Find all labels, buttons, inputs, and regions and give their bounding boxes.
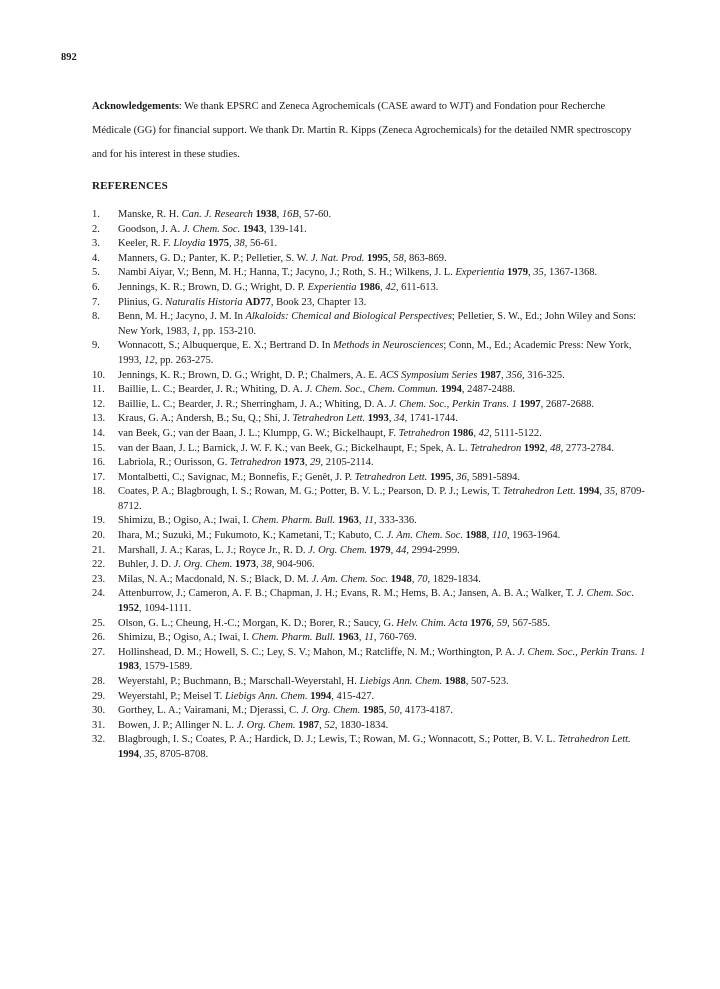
reference-text: Wonnacott, S.; Albuquerque, E. X.; Bertrand D. In Methods in Neurosciences; Conn, M., Ed.; Academic Press: New York, 1993, 12, pp. 263-275. (118, 340, 632, 366)
reference-number: 22. (92, 559, 106, 571)
reference-item (92, 719, 652, 734)
reference-number: 31. (92, 719, 106, 731)
reference-text: Benn, M. H.; Jacyno, J. M. In Alkaloids: Chemical and Biological Perspectives; Pelletier, S. W., Ed.; John Wiley and Sons: New York, 1983, 1, pp. 153-210. (118, 311, 637, 337)
page-number: 892 (61, 52, 77, 63)
reference-item (92, 412, 652, 427)
reference-number: 26. (92, 632, 106, 644)
reference-text: Keeler, R. F. Lloydia 1975, 38, 56-61. (118, 238, 278, 250)
reference-item (92, 266, 652, 281)
reference-number: 4. (92, 252, 100, 264)
reference-text: Shimizu, B.; Ogiso, A.; Iwai, I. Chem. Pharm. Bull. 1963, 11, 760-769. (118, 632, 417, 644)
reference-text: Baillie, L. C.; Bearder, J. R.; Sherringham, J. A.; Whiting, D. A. J. Chem. Soc., Perkin Trans. 1 1997, 2687-2688. (118, 398, 594, 410)
acknowledgements-text: : We thank EPSRC and Zeneca Agrochemicals (CASE award to WJT) and Fondation pour Recherche Médicale (GG) for financial support. We thank Dr. Martin R. Kipps (Zeneca Agrochemicals) for the detailed NMR spectroscopy and for his interest in these studies. (92, 101, 632, 160)
reference-number: 1. (92, 209, 100, 220)
reference-item (92, 587, 652, 616)
reference-item (92, 485, 652, 514)
reference-number: 24. (92, 588, 106, 600)
reference-text: Bowen, J. P.; Allinger N. L. J. Org. Chem. 1987, 52, 1830-1834. (118, 719, 389, 731)
reference-item (92, 442, 652, 457)
reference-number: 6. (92, 281, 100, 293)
reference-text: Blagbrough, I. S.; Coates, P. A.; Hardick, D. J.; Lewis, T.; Rowan, M. G.; Wonnacott, S.; Potter, B. V. L. Tetrahedron Lett. 1994, 35, 8705-8708. (118, 734, 631, 760)
reference-item (92, 733, 652, 762)
reference-text: Plinius, G. Naturalis Historia AD77, Book 23, Chapter 13. (118, 296, 367, 308)
reference-item (92, 558, 652, 573)
reference-number: 25. (92, 617, 106, 629)
reference-number: 7. (92, 296, 100, 308)
reference-item (92, 675, 652, 690)
reference-number: 28. (92, 676, 106, 687)
reference-text: Kraus, G. A.; Andersh, B.; Su, Q.; Shi, J. Tetrahedron Lett. 1993, 34, 1741-1744. (118, 413, 458, 425)
reference-item (92, 252, 652, 267)
reference-number: 14. (92, 427, 106, 439)
reference-number: 2. (92, 223, 100, 235)
reference-text: Montalbetti, C.; Savignac, M.; Bonnefis, F.; Genêt, J. P. Tetrahedron Lett. 1995, 36, 5891-5894. (118, 471, 521, 483)
reference-item (92, 339, 652, 368)
reference-number: 19. (92, 515, 106, 527)
reference-number: 16. (92, 457, 106, 469)
reference-number: 9. (92, 340, 100, 352)
reference-text: Ihara, M.; Suzuki, M.; Fukumoto, K.; Kametani, T.; Kabuto, C. J. Am. Chem. Soc. 1988, 110, 1963-1964. (118, 530, 561, 542)
reference-number: 20. (92, 530, 106, 542)
reference-item (92, 631, 652, 646)
reference-number: 5. (92, 267, 100, 279)
reference-text: Milas, N. A.; Macdonald, N. S.; Black, D. M. J. Am. Chem. Soc. 1948, 70, 1829-1834. (118, 573, 481, 585)
reference-number: 12. (92, 398, 106, 410)
reference-text: Marshall, J. A.; Karas, L. J.; Royce Jr., R. D. J. Org. Chem. 1979, 44, 2994-2999. (118, 544, 460, 556)
reference-text: Shimizu, B.; Ogiso, A.; Iwai, I. Chem. Pharm. Bull. 1963, 11, 333-336. (118, 515, 417, 527)
references-list (92, 208, 652, 763)
reference-text: Gorthey, L. A.; Vairamani, M.; Djerassi, C. J. Org. Chem. 1985, 50, 4173-4187. (118, 705, 453, 717)
reference-text: van Beek, G.; van der Baan, J. L.; Klumpp, G. W.; Bickelhaupt, F. Tetrahedron 1986, 42, 5111-5122. (118, 427, 542, 439)
reference-number: 23. (92, 573, 106, 585)
reference-item (92, 383, 652, 398)
reference-item (92, 514, 652, 529)
reference-number: 27. (92, 646, 106, 658)
reference-item (92, 296, 652, 311)
reference-number: 29. (92, 690, 106, 702)
reference-text: Hollinshead, D. M.; Howell, S. C.; Ley, S. V.; Mahon, M.; Ratcliffe, N. M.; Worthington, P. A. J. Chem. Soc., Perkin Trans. 1 1983, 1579-1589. (118, 646, 646, 673)
reference-number: 30. (92, 705, 106, 717)
reference-text: Weyerstahl, P.; Meisel T. Liebigs Ann. Chem. 1994, 415-427. (118, 690, 375, 702)
reference-item (92, 310, 652, 339)
reference-item (92, 471, 652, 486)
reference-text: Olson, G. L.; Cheung, H.-C.; Morgan, K. D.; Borer, R.; Saucy, G. Helv. Chim. Acta 1976, 59, 567-585. (118, 617, 551, 629)
reference-item (92, 617, 652, 632)
reference-text: Labriola, R.; Ourisson, G. Tetrahedron 1973, 29, 2105-2114. (118, 457, 374, 469)
reference-number: 3. (92, 238, 100, 250)
reference-text: Coates, P. A.; Blagbrough, I. S.; Rowan, M. G.; Potter, B. V. L.; Pearson, D. P. J.; Lewis, T. Tetrahedron Lett. 1994, 35, 8709-8712. (118, 486, 645, 512)
reference-item (92, 208, 652, 223)
reference-item (92, 573, 652, 588)
reference-item (92, 223, 652, 238)
reference-item (92, 704, 652, 719)
reference-item (92, 398, 652, 413)
reference-number: 18. (92, 486, 106, 498)
reference-text: Buhler, J. D. J. Org. Chem. 1973, 38, 904-906. (118, 559, 315, 571)
reference-text: van der Baan, J. L.; Barnick, J. W. F. K.; van Beek, G.; Bickelhaupt, F.; Spek, A. L. Tetrahedron 1992, 48, 2773-2784. (118, 442, 614, 454)
reference-text: Manske, R. H. Can. J. Research 1938, 16B, 57-60. (118, 209, 332, 220)
acknowledgements-heading: Acknowledgements (92, 101, 179, 112)
reference-item (92, 544, 652, 559)
acknowledgements-paragraph (92, 95, 637, 167)
reference-number: 11. (92, 384, 105, 396)
reference-item (92, 456, 652, 471)
reference-text: Jennings, K. R.; Brown, D. G.; Wright, D. P. Experientia 1986, 42, 611-613. (118, 281, 439, 293)
reference-item (92, 529, 652, 544)
reference-text: Manners, G. D.; Panter, K. P.; Pelletier, S. W. J. Nat. Prod. 1995, 58, 863-869. (118, 252, 447, 264)
reference-number: 10. (92, 369, 106, 381)
references-heading: REFERENCES (92, 180, 168, 192)
reference-number: 15. (92, 442, 106, 454)
reference-text: Nambi Aiyar, V.; Benn, M. H.; Hanna, T.; Jacyno, J.; Roth, S. H.; Wilkens, J. L. Experientia 1979, 35, 1367-1368. (118, 267, 598, 279)
reference-text: Goodson, J. A. J. Chem. Soc. 1943, 139-141. (118, 223, 307, 235)
reference-number: 21. (92, 544, 106, 556)
reference-item (92, 281, 652, 296)
reference-text: Attenburrow, J.; Cameron, A. F. B.; Chapman, J. H.; Evans, R. M.; Hems, B. A.; Jansen, A. B. A.; Walker, T. J. Chem. Soc. 1952, 1094-1111. (118, 588, 635, 615)
reference-item (92, 237, 652, 252)
reference-item (92, 427, 652, 442)
reference-text: Weyerstahl, P.; Buchmann, B.; Marschall-Weyerstahl, H. Liebigs Ann. Chem. 1988, 507-523. (118, 676, 509, 687)
reference-item (92, 690, 652, 705)
reference-number: 8. (92, 311, 100, 323)
reference-text: Jennings, K. R.; Brown, D. G.; Wright, D. P.; Chalmers, A. E. ACS Symposium Series 1987, 356, 316-325. (118, 369, 565, 381)
reference-number: 17. (92, 471, 106, 483)
reference-text: Baillie, L. C.; Bearder, J. R.; Whiting, D. A. J. Chem. Soc., Chem. Commun. 1994, 2487-2488. (118, 384, 516, 396)
reference-item (92, 369, 652, 384)
reference-number: 13. (92, 413, 106, 425)
reference-number: 32. (92, 734, 106, 746)
reference-item (92, 646, 652, 675)
